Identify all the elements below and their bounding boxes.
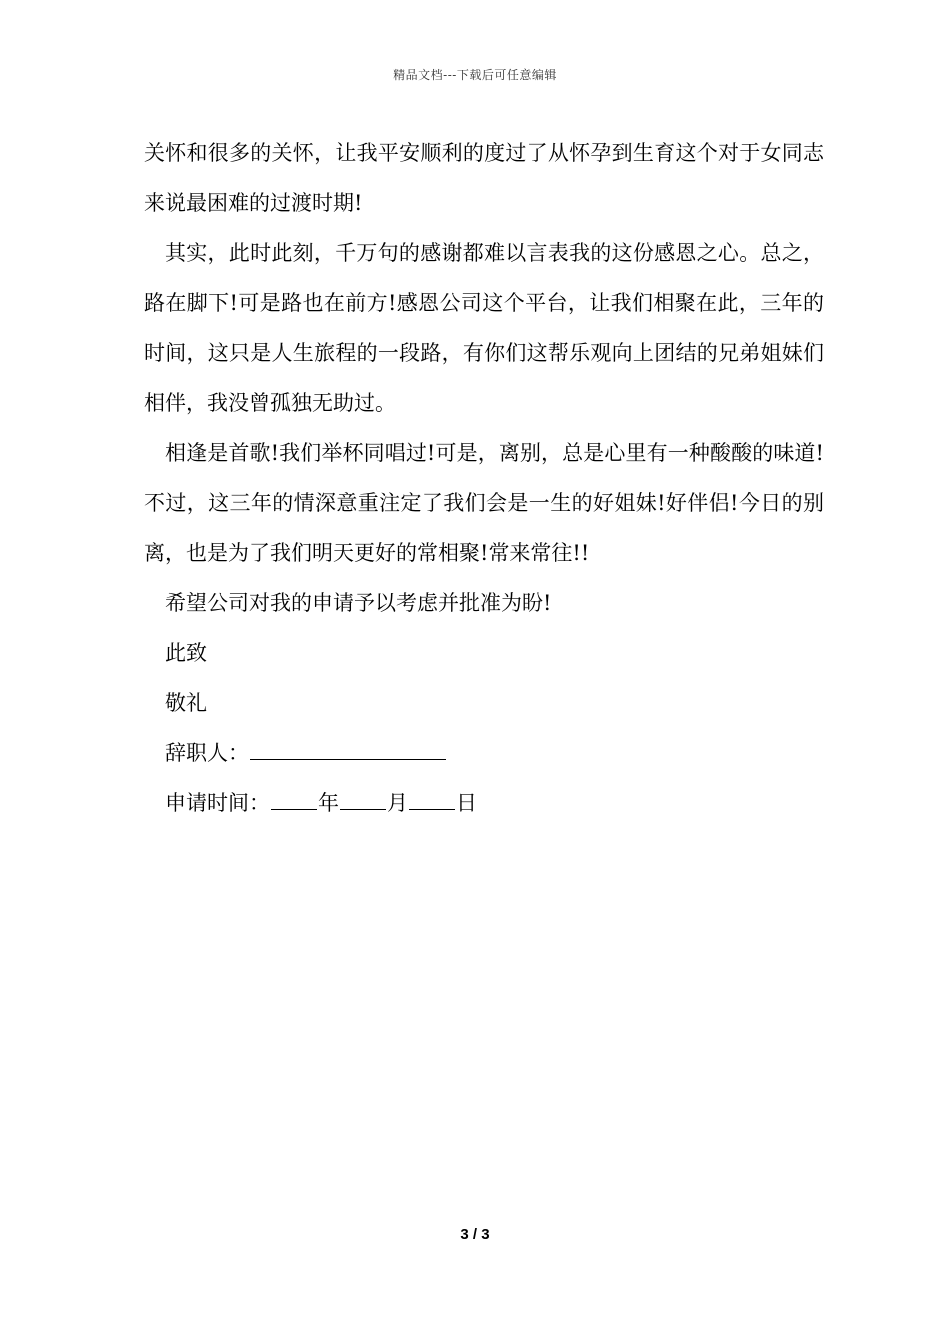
date-line — [144, 778, 824, 828]
page-header: 精品文档---下载后可任意编辑 — [393, 68, 557, 82]
paragraph-farewell: 相逢是首歌!我们举杯同唱过!可是，离别，总是心里有一种酸酸的味道!不过，这三年的情深意重注定了我们会是一生的好姐妹!好伴侣!今日的别离，也是为了我们明天更好的常相聚!常来常往!! — [144, 441, 824, 565]
page-number: 3 / 3 — [460, 1226, 490, 1243]
closing-regards: 敬礼 — [165, 691, 207, 715]
closing-salutation: 此致 — [165, 641, 207, 665]
day-char: 日 — [456, 791, 477, 815]
day-blank — [409, 787, 455, 810]
date-label: 申请时间： — [165, 791, 270, 815]
signer-line — [144, 728, 824, 778]
year-char: 年 — [318, 791, 339, 815]
signer-blank — [250, 737, 446, 760]
signer-label: 辞职人： — [165, 741, 249, 765]
document-body — [144, 128, 824, 828]
month-char: 月 — [387, 791, 408, 815]
paragraph-request: 希望公司对我的申请予以考虑并批准为盼! — [165, 591, 552, 615]
paragraph-gratitude: 其实，此时此刻，千万句的感谢都难以言表我的这份感恩之心。总之，路在脚下!可是路也在前方!感恩公司这个平台，让我们相聚在此，三年的时间，这只是人生旅程的一段路，有你们这帮乐观向上团结的兄弟姐妹们相伴，我没曾孤独无助过。 — [144, 241, 824, 415]
paragraph-continued: 关怀和很多的关怀，让我平安顺利的度过了从怀孕到生育这个对于女同志来说最困难的过渡时期! — [144, 141, 824, 215]
month-blank — [340, 787, 386, 810]
year-blank — [271, 787, 317, 810]
